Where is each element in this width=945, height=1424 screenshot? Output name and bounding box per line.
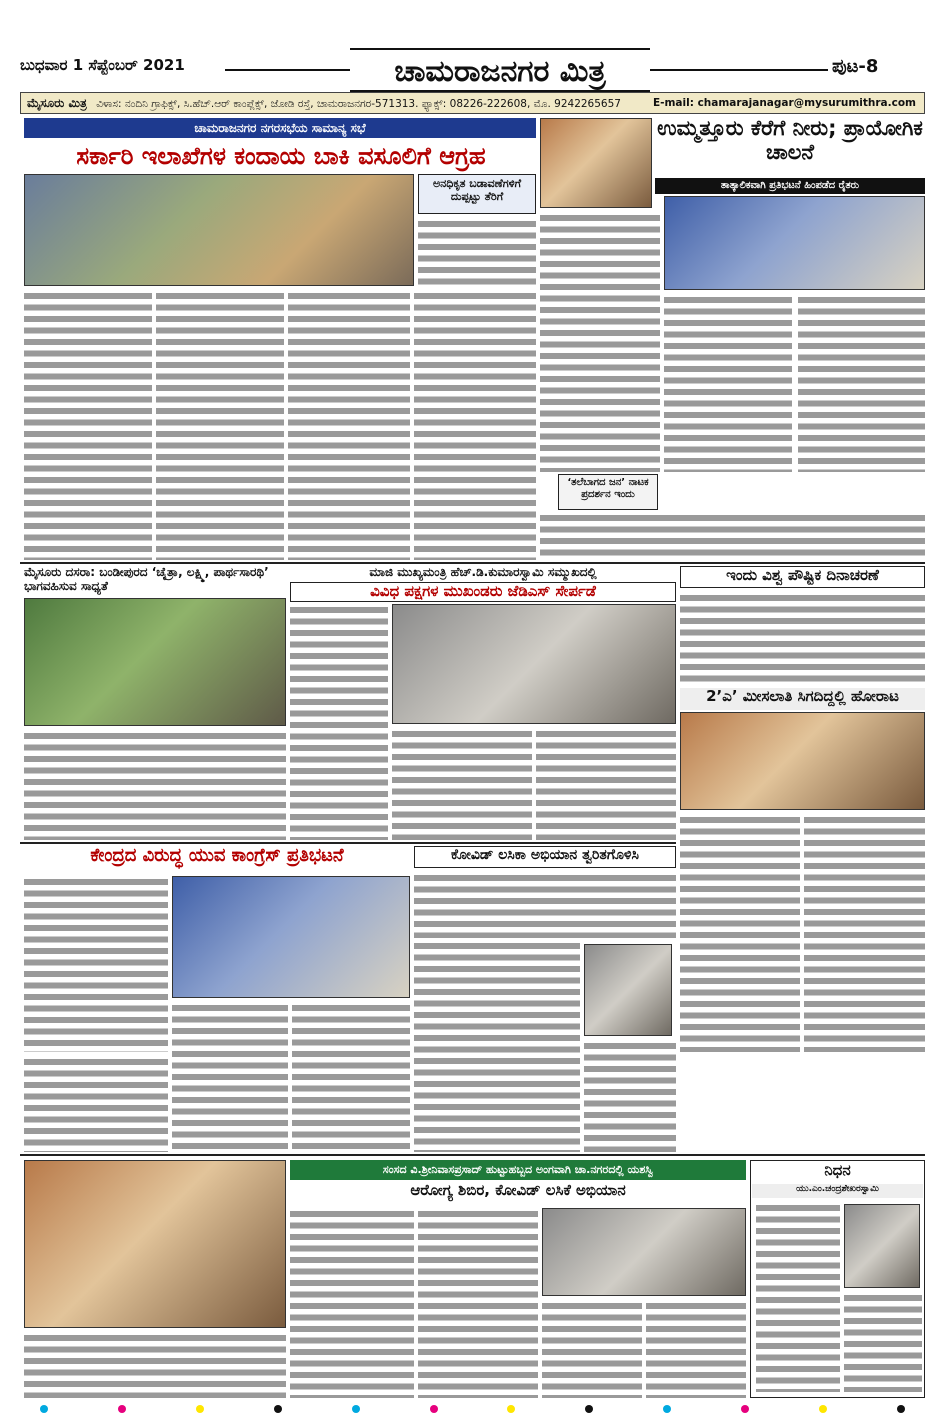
- vaccine-text-top: [414, 872, 676, 938]
- lake-subhead: ತಾತ್ಕಾಲಿಕವಾಗಿ ಪ್ರತಿಭಟನೆ ಹಿಂಪಡೆದ ರೈತರು: [655, 178, 925, 194]
- section-divider-1: [20, 562, 925, 564]
- lake-text-col-2: [664, 294, 792, 472]
- vaccine-official-photo: [584, 944, 672, 1036]
- yellow-dot: [507, 1405, 515, 1413]
- drama-headline: ‘ತಲೆಬಾಗದ ಜನ’ ನಾಟಕ ಪ್ರದರ್ಶನ ಇಂದು: [567, 477, 649, 500]
- magenta-dot: [430, 1405, 438, 1413]
- lake-photo-1: [540, 118, 652, 208]
- lake-protest-photo: [664, 196, 925, 290]
- yellow-dot: [196, 1405, 204, 1413]
- congress-text-col-1: [24, 876, 168, 1052]
- reservation-headline: 2’ಎ’ ಮೀಸಲಾತಿ ಸಿಗದಿದ್ದಲ್ಲಿ ಹೋರಾಟ: [680, 688, 925, 710]
- congress-headline: ಕೇಂದ್ರದ ವಿರುದ್ಧ ಯುವ ಕಾಂಗ್ರೆಸ್ ಪ್ರತಿಭಟನೆ: [90, 846, 344, 866]
- reservation-text-col-2: [804, 814, 925, 1052]
- black-dot: [897, 1405, 905, 1413]
- newspaper-title: ಚಾಮರಾಜನಗರ ಮಿತ್ರ: [350, 48, 650, 92]
- council-kicker: ಚಾಮರಾಜನಗರ ನಗರಸಭೆಯ ಸಾಮಾನ್ಯ ಸಭೆ: [24, 118, 536, 138]
- cyan-dot: [663, 1405, 671, 1413]
- lake-headline: ಉಮ್ಮತ್ತೂರು ಕೆರೆಗೆ ನೀರು; ಪ್ರಾಯೋಗಿಕ ಚಾಲನೆ: [657, 116, 923, 165]
- obituary-name: ಯು.ಎಂ.ಚಂದ್ರಶೇಖರಸ್ವಾಮಿ: [752, 1184, 923, 1198]
- drama-text: [540, 512, 925, 560]
- reservation-text-col-1: [680, 814, 800, 1052]
- obituary-portrait-photo: [844, 1204, 920, 1288]
- congress-text-col-4: [24, 1056, 168, 1152]
- dasara-text: [24, 730, 286, 840]
- obituary-text: [756, 1202, 840, 1392]
- vaccine-headline: ಕೋವಿಡ್ ಲಸಿಕಾ ಅಭಿಯಾನ ತ್ವರಿತಗೊಳಿಸಿ: [414, 846, 676, 868]
- council-side-heading-box: [418, 174, 536, 214]
- reservation-photo: [680, 712, 925, 810]
- magenta-dot: [118, 1405, 126, 1413]
- jds-text-col-3: [536, 728, 676, 840]
- birthday-text-col-2: [418, 1208, 538, 1398]
- birthday-text-col-4: [646, 1300, 746, 1398]
- vaccine-text-col-2: [584, 1040, 676, 1152]
- drama-headline-box: [558, 474, 658, 510]
- section-divider-3: [20, 1154, 925, 1156]
- council-side-text: [418, 218, 536, 288]
- yellow-dot: [819, 1405, 827, 1413]
- section-divider-2: [20, 842, 676, 844]
- council-text-col-1: [24, 290, 152, 560]
- jds-leaders-photo: [392, 604, 676, 724]
- masthead-rule-right: [650, 69, 828, 71]
- issue-date: ಬುಧವಾರ 1 ಸೆಪ್ಟೆಂಬರ್ 2021: [20, 56, 185, 74]
- birthday-text-col-3: [542, 1300, 642, 1398]
- congress-text-col-2: [172, 1002, 288, 1152]
- health-camp-group-photo: [24, 1160, 286, 1328]
- vaccine-text-col-1: [414, 940, 580, 1152]
- lake-text-col-3: [798, 294, 925, 472]
- council-text-col-3: [288, 290, 410, 560]
- jds-text-col-1: [290, 604, 388, 840]
- council-headline: ಸರ್ಕಾರಿ ಇಲಾಖೆಗಳ ಕಂದಾಯ ಬಾಕಿ ವಸೂಲಿಗೆ ಆಗ್ರಹ: [76, 142, 486, 170]
- black-dot: [274, 1405, 282, 1413]
- dasara-elephants-photo: [24, 598, 286, 726]
- contact-info-bar: [20, 92, 925, 114]
- council-text-col-4: [414, 290, 536, 560]
- birthday-headline: ಆರೋಗ್ಯ ಶಿಬಿರ, ಕೋವಿಡ್ ಲಸಿಕೆ ಅಭಿಯಾನ: [410, 1181, 626, 1199]
- council-meeting-photo: [24, 174, 414, 286]
- jds-text-col-2: [392, 728, 532, 840]
- jds-headline-1: ಮಾಜಿ ಮುಖ್ಯಮಂತ್ರಿ ಹೆಚ್.ಡಿ.ಕುಮಾರಸ್ವಾಮಿ ಸಮ್ಮುಖದಲ್ಲಿ: [369, 565, 597, 579]
- nutrition-text: [680, 592, 925, 684]
- lake-text-col-1: [540, 212, 660, 472]
- congress-text-col-3: [292, 1002, 410, 1152]
- jds-headline-2: ವಿವಿಧ ಪಕ್ಷಗಳ ಮುಖಂಡರು ಜೆಡಿಎಸ್ ಸೇರ್ಪಡೆ: [290, 582, 676, 602]
- congress-protest-photo: [172, 876, 410, 998]
- dasara-headline: ಮೈಸೂರು ದಸರಾ: ಬಂಡೀಪುರದ ‘ಚೈತ್ರಾ, ಲಕ್ಷ್ಮಿ, ಪಾರ್ಥಸಾರಥಿ’ ಭಾಗವಹಿಸುವ ಸಾಧ್ಯತೆ: [24, 565, 269, 593]
- cyan-dot: [352, 1405, 360, 1413]
- brand-label: ಮೈಸೂರು ಮಿತ್ರ: [27, 96, 87, 110]
- birthday-text-col-1: [290, 1208, 414, 1398]
- page-number: ಪುಟ-8: [832, 56, 879, 77]
- print-registration-marks: [40, 1405, 905, 1415]
- cyan-dot: [40, 1405, 48, 1413]
- obituary-text-2: [844, 1292, 922, 1392]
- council-side-heading: ಅನಧಿಕೃತ ಬಡಾವಣೆಗಳಿಗೆ ದುಪ್ಪಟ್ಟು ತೆರಿಗೆ: [432, 177, 522, 203]
- obituary-heading: ನಿಧನ: [824, 1161, 851, 1179]
- health-camp-caption: [24, 1332, 286, 1398]
- address-text: ವಿಳಾಸ: ನಂದಿನಿ ಗ್ರಾಫಿಕ್ಸ್, ಸಿ.ಹೆಚ್.ಆರ್ ಕಾಂಪ್ಲೆಕ್ಸ್, ಜೋಡಿ ರಸ್ತೆ, ಚಾಮರಾಜನಗರ-571313. ಫ್ಯಾಕ್ಸ್: 08226-222608, ಮೊ. 9242265657: [96, 98, 621, 110]
- black-dot: [585, 1405, 593, 1413]
- birthday-banner: ಸಂಸದ ವಿ.ಶ್ರೀನಿವಾಸಪ್ರಸಾದ್ ಹುಟ್ಟುಹಬ್ಬದ ಅಂಗವಾಗಿ ಚಾ.ನಗರದಲ್ಲಿ ಯಶಸ್ವಿ: [290, 1160, 746, 1180]
- council-text-col-2: [156, 290, 284, 560]
- masthead-rule-left: [225, 69, 350, 71]
- magenta-dot: [741, 1405, 749, 1413]
- nutrition-headline: ಇಂದು ವಿಶ್ವ ಪೌಷ್ಟಿಕ ದಿನಾಚರಣೆ: [680, 566, 925, 588]
- birthday-event-photo: [542, 1208, 746, 1296]
- email-text: E-mail: chamarajanagar@mysurumithra.com: [652, 97, 916, 109]
